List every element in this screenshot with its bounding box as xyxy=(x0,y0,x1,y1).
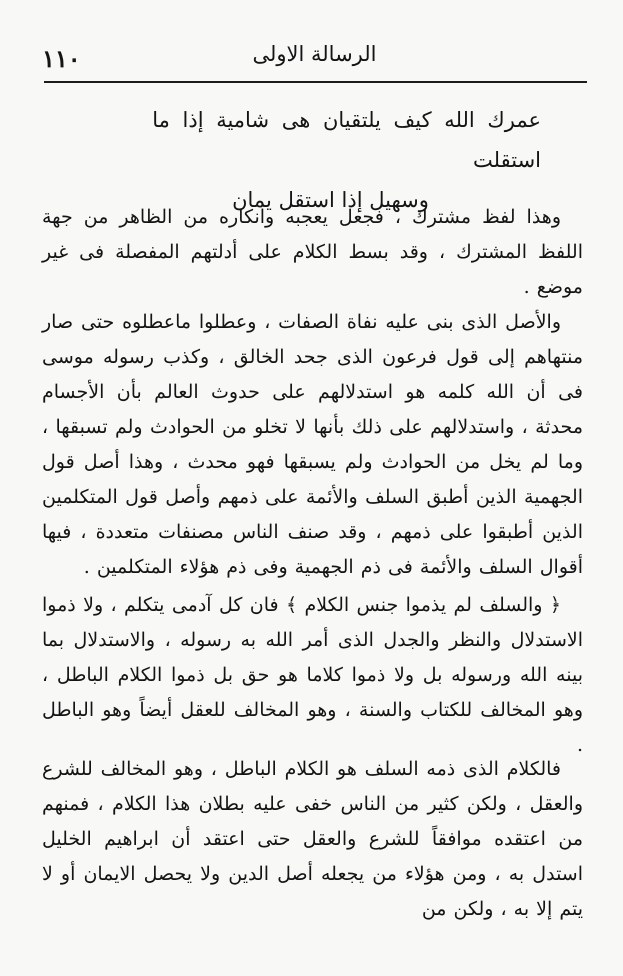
paragraph-text: وهذا لفظ مشترك ، فجعل يعجبه وانكاره من الظاهر من جهة اللفظ المشترك ، وقد بسط الكلام على أدلتهم المفصلة فى غير موضع . xyxy=(42,206,583,298)
paragraph-2 xyxy=(42,305,583,585)
paragraph-text: ﴿ والسلف لم يذموا جنس الكلام ﴾ فان كل آدمى يتكلم ، ولا ذموا الاستدلال والنظر والجدل الذى أمر الله به رسوله ، والاستدلال بما بينه الله ورسوله بل ولا ذموا كلاما هو حق بل ذموا الكلام الباطل ، وهو المخالف للكتاب والسنة ، وهو المخالف للعقل أيضاً وهو الباطل . xyxy=(42,594,583,756)
header-rule xyxy=(44,81,587,83)
paragraph-4 xyxy=(42,752,583,927)
paragraph-1 xyxy=(42,200,583,305)
paragraph-text: والأصل الذى بنى عليه نفاة الصفات ، وعطلوا ماعطلوه حتى صار منتهاهم إلى قول فرعون الذى جحد الخالق ، وكذب رسوله موسى فى أن الله كلمه هو استدلالهم على حدوث العالم بأن الأجسام محدثة ، واستدلالهم على ذلك بأنها لا تخلو من الحوادث ولم تسبقها ، وما لم يخل من الحوادث ولم يسبقها فهو محدث ، وهذا أصل قول الجهمية الذين أطبق السلف والأئمة على ذمهم وأصل قول المتكلمين الذين أطبقوا على ذمهم ، وقد صنف الناس مصنفات متعددة ، فيها أقوال السلف والأئمة فى ذم الجهمية وفى ذم هؤلاء المتكلمين . xyxy=(42,311,583,578)
paragraph-text: فالكلام الذى ذمه السلف هو الكلام الباطل ، وهو المخالف للشرع والعقل ، ولكن كثير من الناس خفى عليه بطلان هذا الكلام ، فمنهم من اعتقده موافقاً للشرع والعقل حتى اعتقد أن ابراهيم الخليل استدل به ، ومن هؤلاء من يجعله أصل الدين ولا يحصل الايمان أو لا يتم إلا به ، ولكن من xyxy=(42,758,583,920)
running-title: الرسالة الاولى xyxy=(252,42,377,66)
page-header xyxy=(42,36,587,80)
verse-line-1: عمرك الله كيف يلتقيان هى شامية إذا ما استقلت xyxy=(152,108,541,172)
verse-line-2: وسهيل إذا استقل يمان xyxy=(232,188,429,212)
paragraph-3 xyxy=(42,588,583,763)
page-number: ١١٠ xyxy=(42,44,81,73)
